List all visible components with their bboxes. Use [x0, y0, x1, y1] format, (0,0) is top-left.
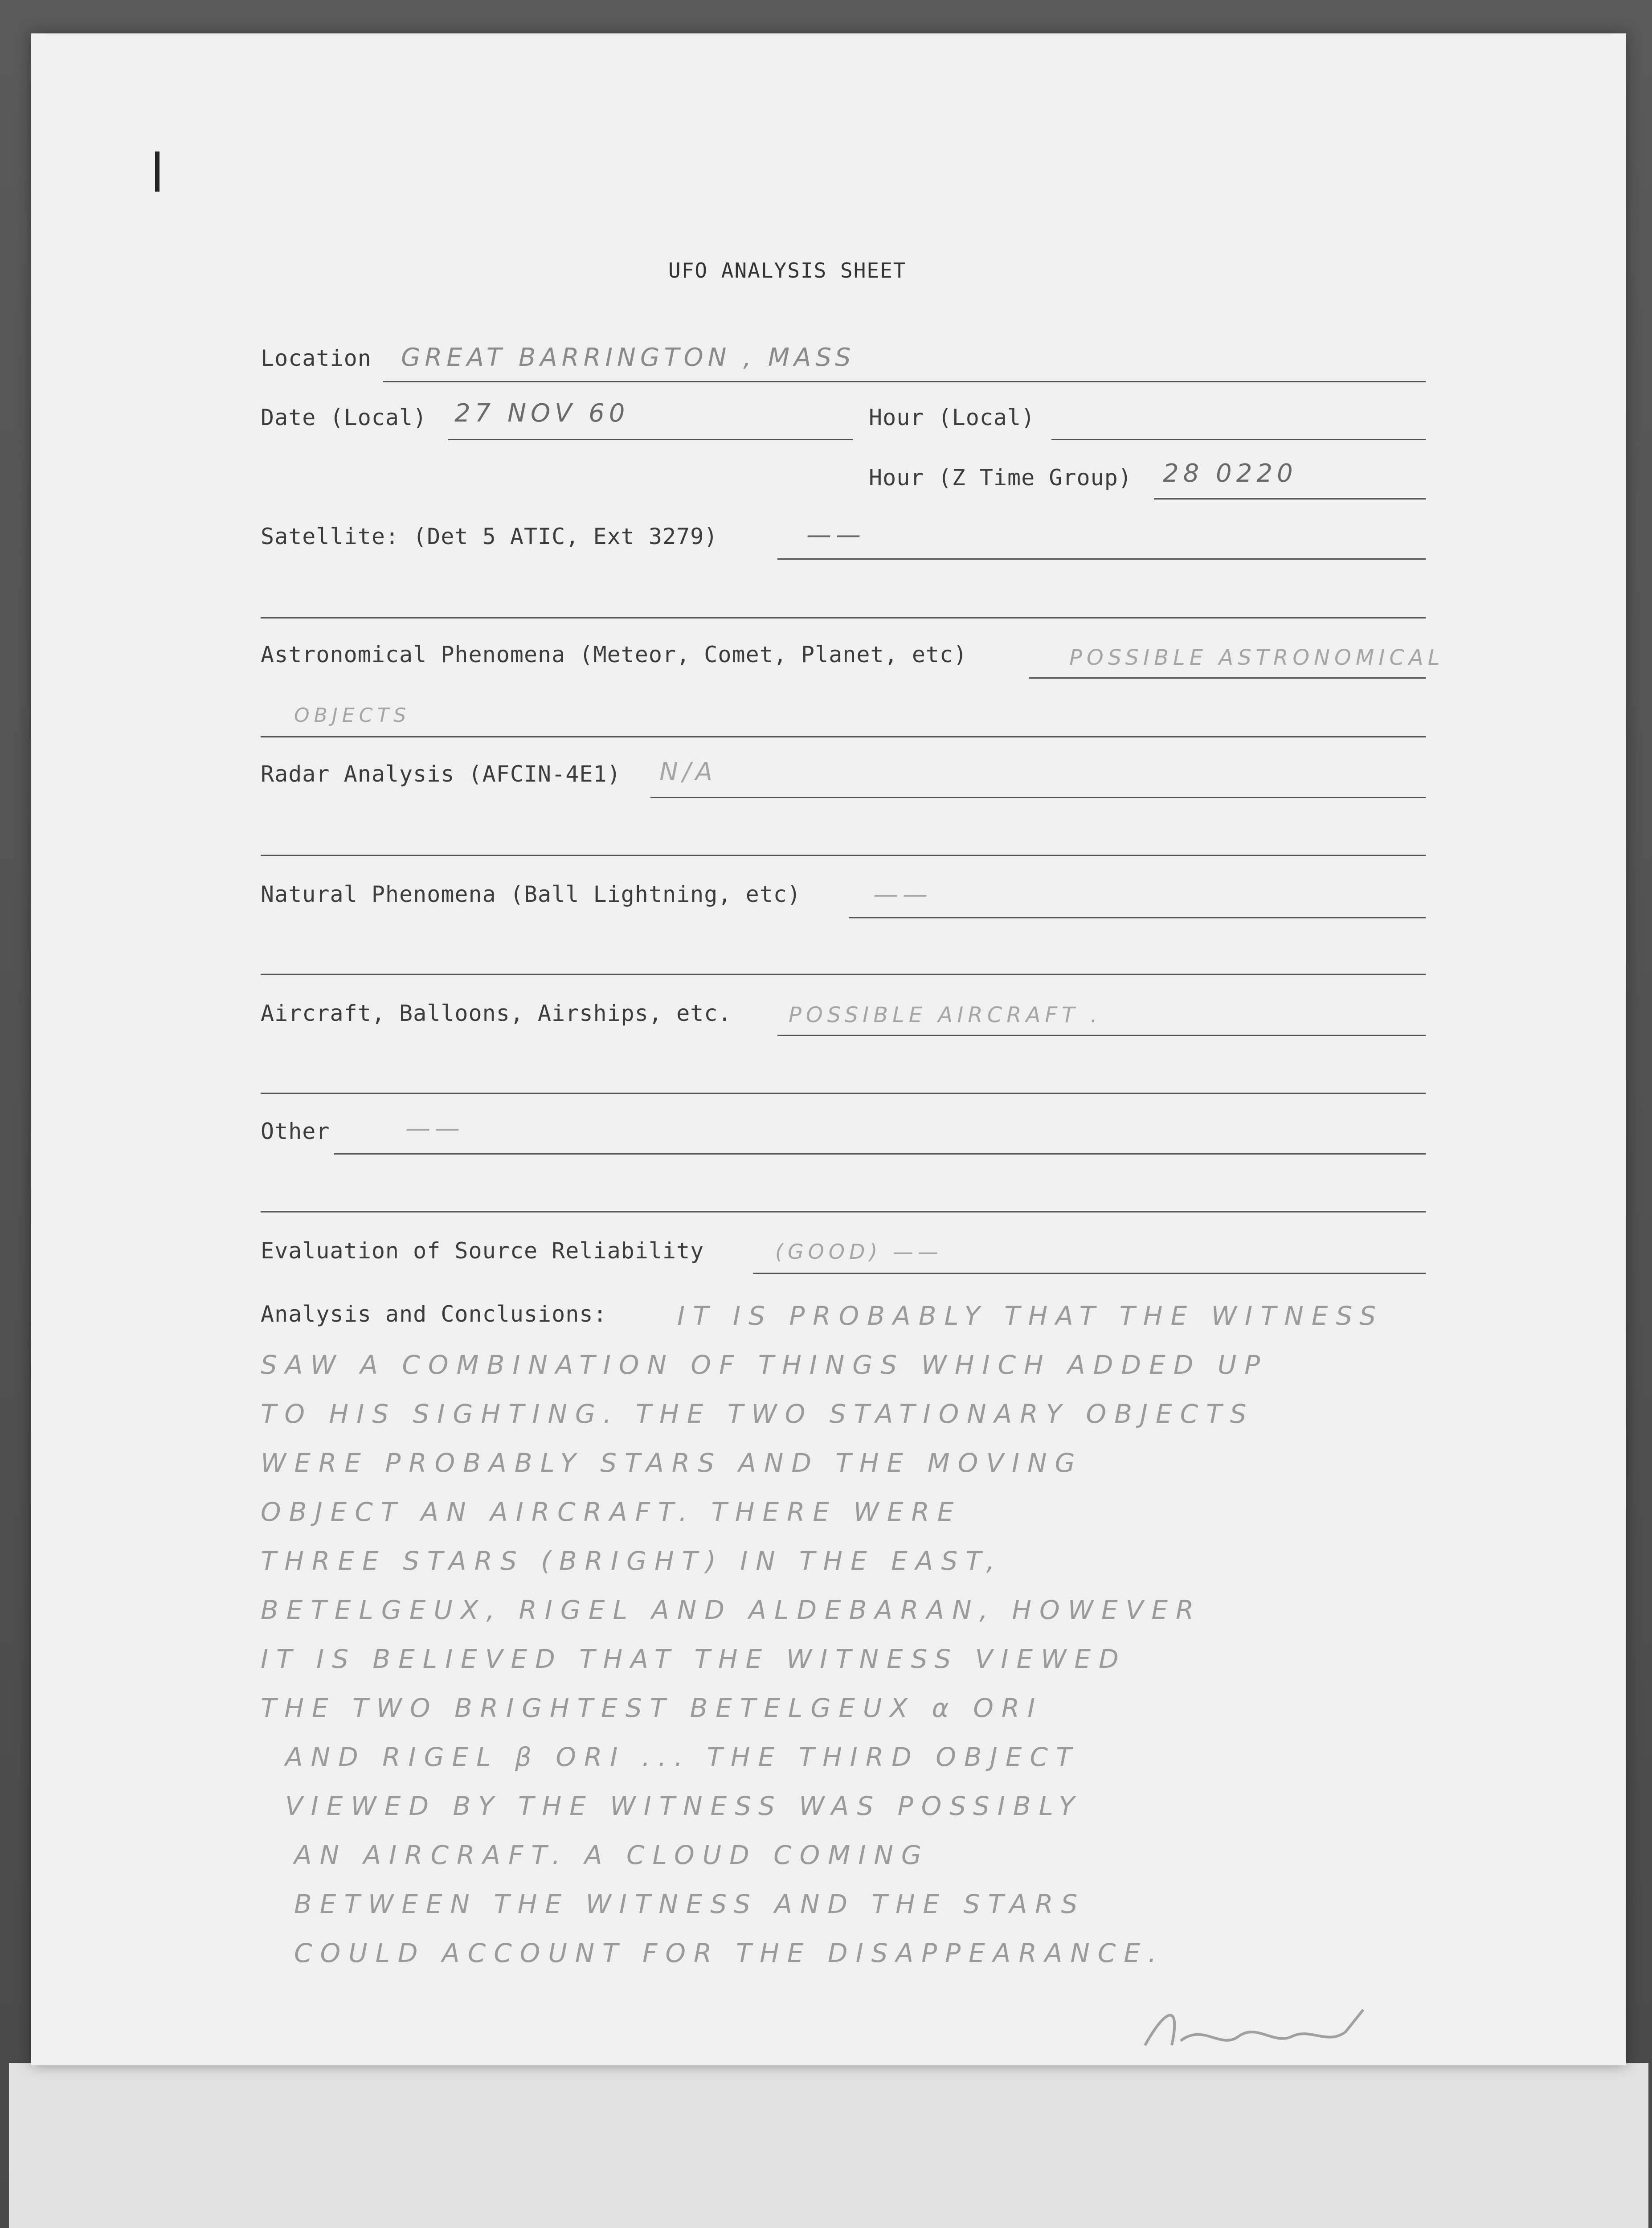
analysis-line-10: AND RIGEL β ORI ... THE THIRD OBJECT	[285, 1742, 1080, 1772]
radar-line	[650, 797, 1426, 798]
analysis-line-9: THE TWO BRIGHTEST BETELGEUX α ORI	[261, 1693, 1043, 1723]
analysis-line-7: BETELGEUX, RIGEL AND ALDEBARAN, HOWEVER	[261, 1595, 1202, 1625]
natural-label: Natural Phenomena (Ball Lightning, etc)	[261, 881, 801, 907]
satellite-value: ——	[806, 520, 865, 549]
hour-local-line	[1051, 439, 1426, 440]
hour-z-value: 28 0220	[1163, 459, 1297, 488]
date-label: Date (Local)	[261, 405, 427, 430]
astro-value-2: OBJECTS	[294, 704, 411, 727]
date-value: 27 NOV 60	[454, 399, 630, 428]
radar-label: Radar Analysis (AFCIN-4E1)	[261, 761, 621, 787]
radar-line-2	[261, 855, 1426, 856]
analysis-line-5: OBJECT AN AIRCRAFT. THERE WERE	[261, 1497, 962, 1527]
natural-value: ——	[873, 880, 932, 909]
edge-mark	[155, 152, 159, 192]
other-value: ——	[405, 1114, 464, 1143]
aircraft-value: POSSIBLE AIRCRAFT .	[789, 1003, 1102, 1028]
other-line-2	[261, 1211, 1426, 1212]
analysis-line-3: TO HIS SIGHTING. THE TWO STATIONARY OBJECTS	[261, 1399, 1255, 1429]
location-value: GREAT BARRINGTON , MASS	[401, 343, 855, 372]
analysis-line-4: WERE PROBABLY STARS AND THE MOVING	[261, 1448, 1083, 1478]
natural-line-2	[261, 974, 1426, 975]
satellite-label: Satellite: (Det 5 ATIC, Ext 3279)	[261, 524, 718, 549]
reliability-value: (GOOD) ——	[775, 1240, 943, 1264]
radar-value: N/A	[659, 758, 717, 786]
analysis-line-1: IT IS PROBABLY THAT THE WITNESS	[677, 1301, 1384, 1331]
aircraft-line	[777, 1035, 1426, 1036]
analysis-line-14: COULD ACCOUNT FOR THE DISAPPEARANCE.	[294, 1938, 1165, 1968]
reliability-label: Evaluation of Source Reliability	[261, 1238, 704, 1264]
location-label: Location	[261, 345, 372, 371]
hour-z-line	[1154, 498, 1426, 500]
analysis-line-11: VIEWED BY THE WITNESS WAS POSSIBLY	[285, 1791, 1083, 1821]
analysis-line-12: AN AIRCRAFT. A CLOUD COMING	[294, 1840, 929, 1870]
analysis-label: Analysis and Conclusions:	[261, 1301, 607, 1327]
astro-label: Astronomical Phenomena (Meteor, Comet, Planet, etc)	[261, 642, 968, 668]
other-line	[334, 1153, 1426, 1155]
natural-line	[849, 917, 1426, 918]
astro-line-2	[261, 736, 1426, 737]
aircraft-line-2	[261, 1093, 1426, 1094]
sheet-title: UFO ANALYSIS SHEET	[668, 258, 907, 283]
signature-mark	[1141, 1996, 1372, 2059]
satellite-line	[777, 558, 1426, 560]
analysis-line-13: BETWEEN THE WITNESS AND THE STARS	[294, 1889, 1086, 1919]
date-line	[448, 439, 853, 440]
astro-value-1: POSSIBLE ASTRONOMICAL	[1069, 645, 1444, 670]
analysis-line-8: IT IS BELIEVED THAT THE WITNESS VIEWED	[261, 1644, 1127, 1674]
astro-line	[1029, 677, 1426, 679]
analysis-line-6: THREE STARS (BRIGHT) IN THE EAST,	[261, 1546, 1003, 1576]
hour-local-label: Hour (Local)	[869, 405, 1035, 430]
location-line	[383, 381, 1426, 382]
reliability-line	[753, 1273, 1426, 1274]
satellite-line-2	[261, 617, 1426, 618]
other-label: Other	[261, 1118, 330, 1144]
hour-z-label: Hour (Z Time Group)	[869, 465, 1132, 491]
analysis-line-2: SAW A COMBINATION OF THINGS WHICH ADDED UP	[261, 1350, 1268, 1380]
aircraft-label: Aircraft, Balloons, Airships, etc.	[261, 1000, 732, 1026]
